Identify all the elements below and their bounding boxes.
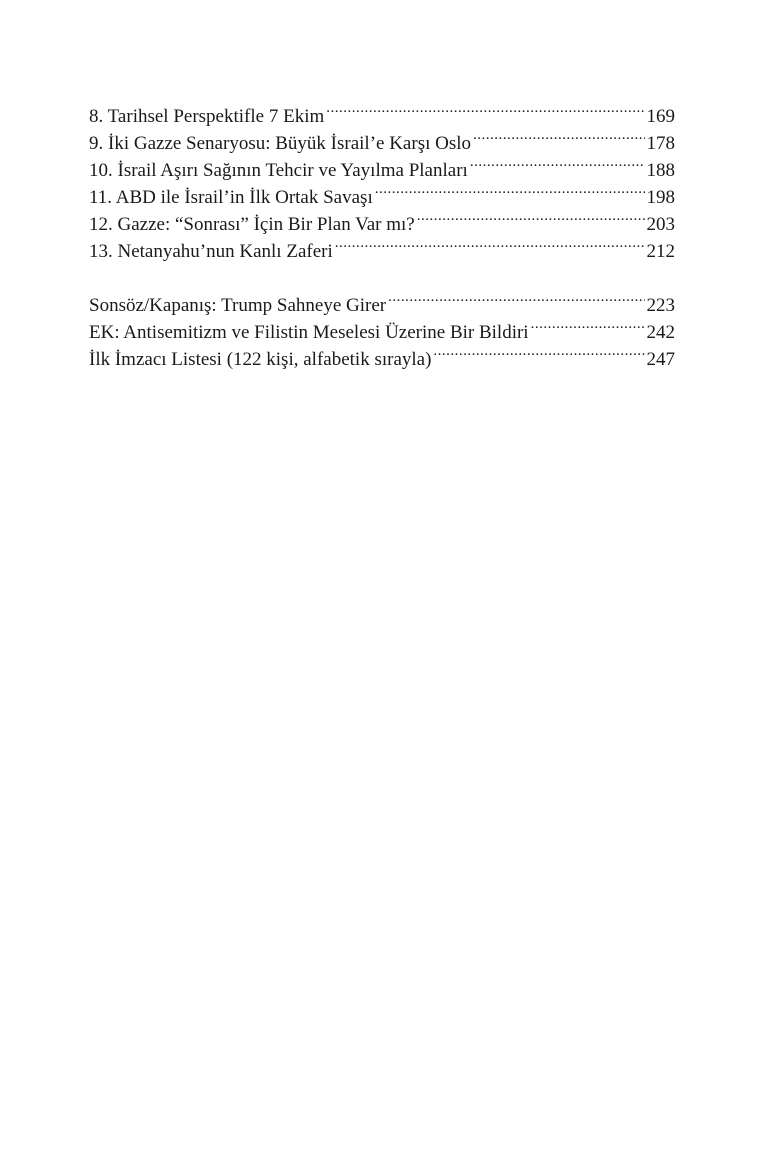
toc-dot-leader bbox=[375, 176, 645, 203]
toc-entry-title: EK: Antisemitizm ve Filistin Meselesi Üzerine Bir Bildiri bbox=[89, 322, 529, 343]
toc-dot-leader bbox=[433, 338, 644, 365]
toc-entry-title: 13. Netanyahu’nun Kanlı Zaferi bbox=[89, 241, 333, 262]
toc-entry-page: 223 bbox=[646, 295, 675, 316]
toc-entry-page: 178 bbox=[646, 133, 675, 154]
toc-dot-leader bbox=[388, 284, 644, 311]
toc-chapter-group bbox=[89, 95, 675, 262]
toc-entry-page: 198 bbox=[646, 187, 675, 208]
toc-dot-leader bbox=[473, 122, 644, 149]
toc-entry-title: İlk İmzacı Listesi (122 kişi, alfabetik sırayla) bbox=[89, 349, 432, 370]
toc-entry-title: 8. Tarihsel Perspektifle 7 Ekim bbox=[89, 106, 325, 127]
toc-appendix-group bbox=[89, 284, 675, 370]
toc-dot-leader bbox=[417, 203, 645, 230]
toc-dot-leader bbox=[326, 95, 644, 122]
toc-entry-page: 247 bbox=[646, 349, 675, 370]
toc-entry-page: 212 bbox=[646, 241, 675, 262]
toc-entry-page: 203 bbox=[646, 214, 675, 235]
toc-entry-page: 169 bbox=[646, 106, 675, 127]
toc-entry-page: 242 bbox=[646, 322, 675, 343]
toc-entry-title: 11. ABD ile İsrail’in İlk Ortak Savaşı bbox=[89, 187, 373, 208]
table-of-contents bbox=[89, 95, 675, 370]
toc-dot-leader bbox=[531, 311, 645, 338]
toc-entry bbox=[89, 95, 675, 127]
toc-entry bbox=[89, 284, 675, 316]
toc-entry-page: 188 bbox=[646, 160, 675, 181]
toc-entry-title: Sonsöz/Kapanış: Trump Sahneye Girer bbox=[89, 295, 387, 316]
toc-entry-title: 10. İsrail Aşırı Sağının Tehcir ve Yayılma Planları bbox=[89, 160, 468, 181]
toc-dot-leader bbox=[335, 230, 645, 257]
toc-dot-leader bbox=[470, 149, 645, 176]
toc-entry-title: 12. Gazze: “Sonrası” İçin Bir Plan Var mı? bbox=[89, 214, 415, 235]
toc-entry-title: 9. İki Gazze Senaryosu: Büyük İsrail’e Karşı Oslo bbox=[89, 133, 472, 154]
